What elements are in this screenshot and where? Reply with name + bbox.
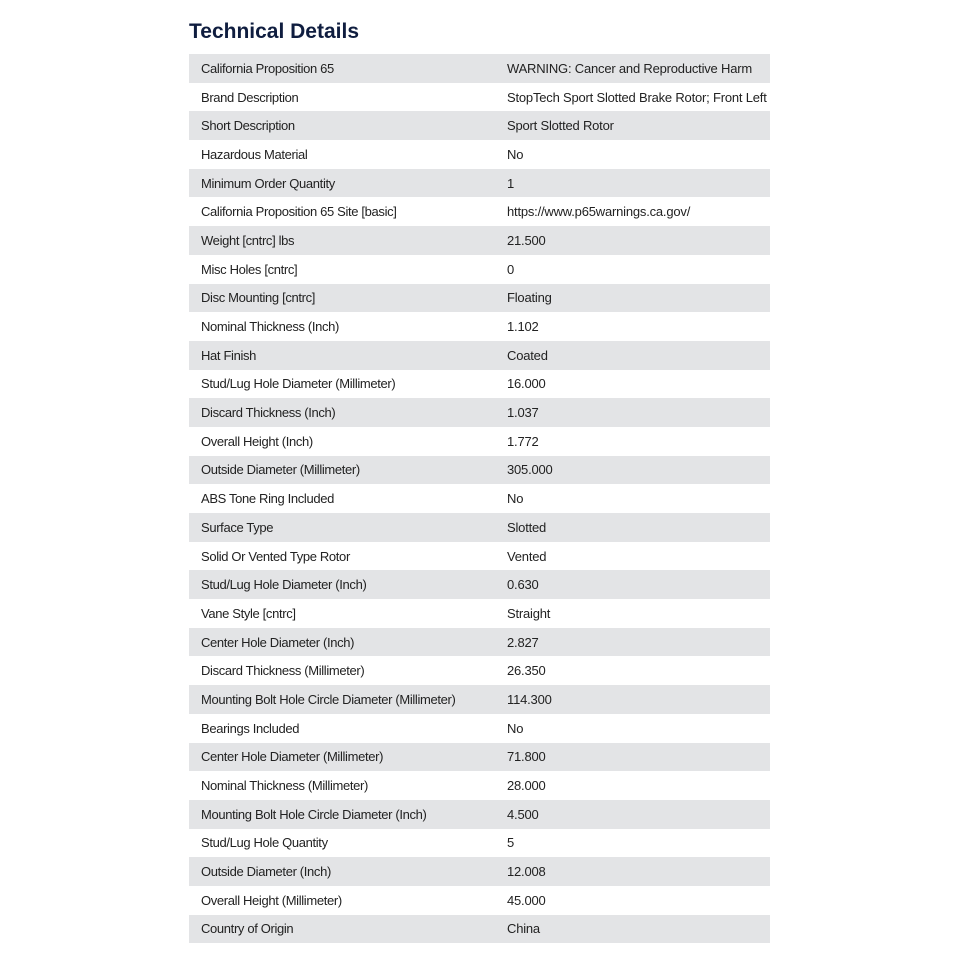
row-value: Floating (495, 284, 770, 313)
row-value: Straight (495, 599, 770, 628)
row-value: No (495, 140, 770, 169)
row-label: Stud/Lug Hole Diameter (Millimeter) (189, 370, 495, 399)
section-title: Technical Details (189, 20, 360, 43)
row-value: China (495, 915, 770, 944)
table-row (189, 656, 770, 685)
table-row (189, 829, 770, 858)
row-label: Bearings Included (189, 714, 495, 743)
row-label: Center Hole Diameter (Inch) (189, 628, 495, 657)
row-label: Hat Finish (189, 341, 495, 370)
row-label: Overall Height (Millimeter) (189, 886, 495, 915)
row-label: California Proposition 65 Site [basic] (189, 197, 495, 226)
table-row (189, 915, 770, 944)
table-row (189, 398, 770, 427)
row-label: Solid Or Vented Type Rotor (189, 542, 495, 571)
row-value: No (495, 714, 770, 743)
row-value: 21.500 (495, 226, 770, 255)
row-label: Short Description (189, 111, 495, 140)
row-value: 12.008 (495, 857, 770, 886)
table-row (189, 599, 770, 628)
row-label: Disc Mounting [cntrc] (189, 284, 495, 313)
table-row (189, 484, 770, 513)
row-value: Coated (495, 341, 770, 370)
row-value: https://www.p65warnings.ca.gov/ (495, 197, 770, 226)
row-label: ABS Tone Ring Included (189, 484, 495, 513)
row-value: 114.300 (495, 685, 770, 714)
row-value: 1.772 (495, 427, 770, 456)
row-label: Weight [cntrc] lbs (189, 226, 495, 255)
row-value: 1.037 (495, 398, 770, 427)
technical-details-table-body (189, 54, 770, 943)
row-value: 28.000 (495, 771, 770, 800)
row-label: Outside Diameter (Millimeter) (189, 456, 495, 485)
table-row (189, 83, 770, 112)
table-row (189, 226, 770, 255)
table-row (189, 857, 770, 886)
table-row (189, 140, 770, 169)
row-label: Discard Thickness (Millimeter) (189, 656, 495, 685)
table-row (189, 714, 770, 743)
table-row (189, 542, 770, 571)
row-label: Minimum Order Quantity (189, 169, 495, 198)
row-label: Stud/Lug Hole Quantity (189, 829, 495, 858)
table-row (189, 570, 770, 599)
row-value: 2.827 (495, 628, 770, 657)
row-value: 1.102 (495, 312, 770, 341)
row-label: Misc Holes [cntrc] (189, 255, 495, 284)
row-value: WARNING: Cancer and Reproductive Harm (495, 54, 770, 83)
row-label: Brand Description (189, 83, 495, 112)
table-row (189, 800, 770, 829)
table-row (189, 255, 770, 284)
row-value: 16.000 (495, 370, 770, 399)
table-row (189, 886, 770, 915)
table-row (189, 197, 770, 226)
row-value: StopTech Sport Slotted Brake Rotor; Front Left (495, 83, 770, 112)
table-row (189, 743, 770, 772)
row-value: 305.000 (495, 456, 770, 485)
row-label: Stud/Lug Hole Diameter (Inch) (189, 570, 495, 599)
row-label: Surface Type (189, 513, 495, 542)
row-value: 4.500 (495, 800, 770, 829)
row-label: Vane Style [cntrc] (189, 599, 495, 628)
table-row (189, 427, 770, 456)
row-label: California Proposition 65 (189, 54, 495, 83)
row-value: 5 (495, 829, 770, 858)
table-row (189, 456, 770, 485)
row-label: Mounting Bolt Hole Circle Diameter (Inch) (189, 800, 495, 829)
technical-details-table (189, 54, 770, 943)
row-label: Nominal Thickness (Millimeter) (189, 771, 495, 800)
row-label: Discard Thickness (Inch) (189, 398, 495, 427)
table-row (189, 685, 770, 714)
row-value: 26.350 (495, 656, 770, 685)
row-label: Overall Height (Inch) (189, 427, 495, 456)
row-value: 0.630 (495, 570, 770, 599)
row-value: 1 (495, 169, 770, 198)
row-label: Country of Origin (189, 915, 495, 944)
row-value: 0 (495, 255, 770, 284)
row-label: Mounting Bolt Hole Circle Diameter (Millimeter) (189, 685, 495, 714)
table-row (189, 312, 770, 341)
table-row (189, 341, 770, 370)
table-row (189, 54, 770, 83)
table-row (189, 513, 770, 542)
row-value: Vented (495, 542, 770, 571)
row-label: Outside Diameter (Inch) (189, 857, 495, 886)
row-label: Hazardous Material (189, 140, 495, 169)
table-row (189, 169, 770, 198)
row-value: 71.800 (495, 743, 770, 772)
row-label: Center Hole Diameter (Millimeter) (189, 743, 495, 772)
table-row (189, 771, 770, 800)
row-value: 45.000 (495, 886, 770, 915)
table-row (189, 284, 770, 313)
row-value: Sport Slotted Rotor (495, 111, 770, 140)
table-row (189, 111, 770, 140)
table-row (189, 628, 770, 657)
row-value: No (495, 484, 770, 513)
table-row (189, 370, 770, 399)
row-value: Slotted (495, 513, 770, 542)
row-label: Nominal Thickness (Inch) (189, 312, 495, 341)
